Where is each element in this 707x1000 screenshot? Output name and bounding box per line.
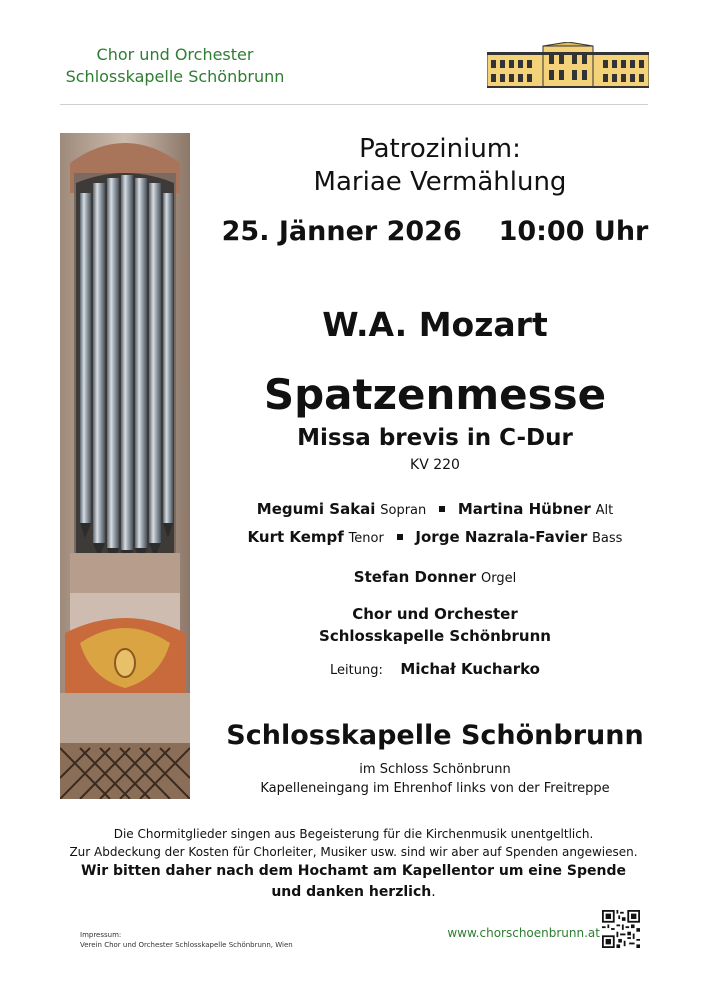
soloist-role: Alt [595,503,614,518]
notice-line3: Wir bitten daher nach dem Hochamt am Kapellentor um eine Spende [80,863,626,879]
notice-line1: Die Chormitglieder singen aus Begeisterung für die Kirchenmusik unentgeltlich. [113,827,594,841]
event-date-time [200,216,670,247]
header-org-name [40,44,310,88]
header-divider [60,104,648,105]
palace-icon [487,42,649,88]
bullet-separator [439,506,445,512]
venue-details [200,760,670,798]
venue-line2: Kapelleneingang im Ehrenhof links von der Freitreppe [260,781,610,796]
occasion-line2: Mariae Vermählung [313,167,567,197]
header-org-line1: Chor und Orchester [96,45,254,64]
soloist-name: Jorge Nazrala-Favier [415,528,588,546]
conductor-name: Michał Kucharko [400,660,540,678]
composer: W.A. Mozart [322,305,548,344]
organist-name: Stefan Donner [353,568,477,586]
organist-role: Orgel [480,571,517,586]
notice-line4: und danken herzlich [271,884,432,900]
organist-row [200,568,670,586]
bullet-separator [397,534,403,540]
ensemble-line1: Chor und Orchester [352,605,518,623]
donation-notice [30,825,677,903]
qr-code-icon [602,910,640,948]
impressum-text: Verein Chor und Orchester Schlosskapelle Schönbrunn, Wien [80,941,293,949]
notice-line4-period: . [431,884,436,900]
event-date: 25. Jänner 2026 [221,216,462,247]
soloist-role: Bass [592,531,623,546]
soloists-row-2 [200,528,670,546]
website-link[interactable]: www.chorschoenbrunn.at [447,926,600,940]
venue-name: Schlosskapelle Schönbrunn [226,720,644,751]
impressum [80,930,380,950]
soloist-name: Martina Hübner [457,500,591,518]
conductor-row [200,660,670,678]
ensemble [200,603,670,647]
soloist-role: Tenor [348,531,384,546]
ensemble-line2: Schlosskapelle Schönbrunn [319,627,551,645]
occasion-line1: Patrozinium: [359,134,521,164]
soloist-role: Sopran [380,503,427,518]
work-subtitle: Missa brevis in C-Dur [297,425,573,451]
venue-line1: im Schloss Schönbrunn [359,762,511,777]
soloist-name: Kurt Kempf [247,528,344,546]
impressum-label: Impressum: [80,931,122,939]
event-time: 10:00 Uhr [498,216,649,247]
work-catalog: KV 220 [410,457,460,473]
conductor-label: Leitung: [330,663,383,678]
organ-image [60,133,190,799]
header-org-line2: Schlosskapelle Schönbrunn [65,67,285,86]
work-title: Spatzenmesse [263,370,607,419]
notice-line2: Zur Abdeckung der Kosten für Chorleiter, Musiker usw. sind wir aber auf Spenden angewiesen. [69,845,638,859]
occasion [210,133,670,199]
soloists-row-1 [200,500,670,518]
soloist-name: Megumi Sakai [256,500,376,518]
